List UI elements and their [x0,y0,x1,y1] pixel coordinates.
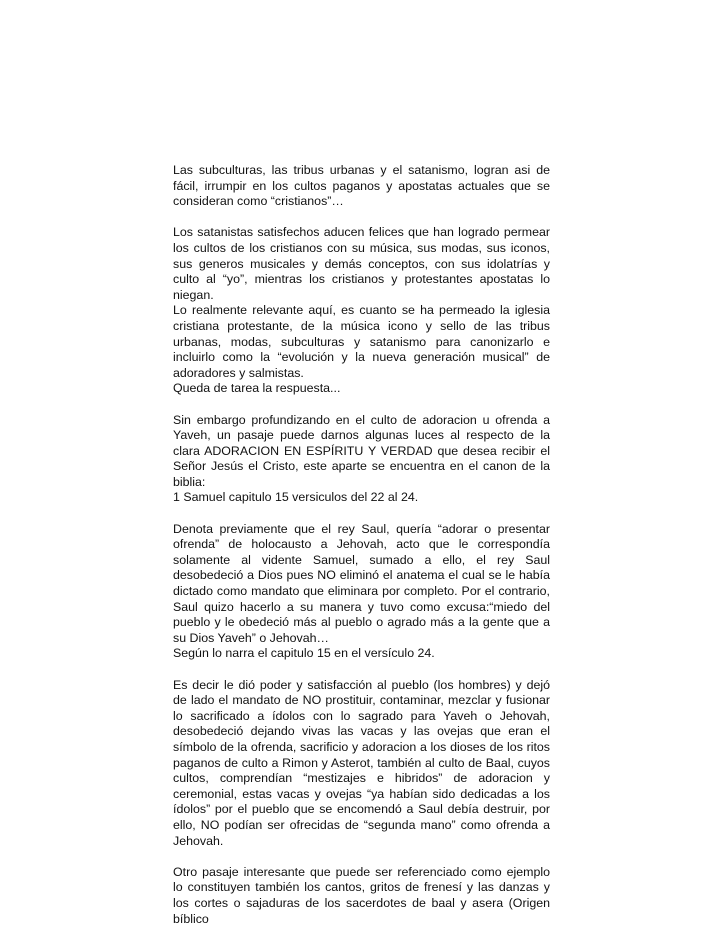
paragraph-satanists: Los satanistas satisfechos aducen felices que han logrado permear los cultos de los cristianos con su música, sus modas, sus iconos, sus generos musicales y demás conceptos, con sus idolatrías y culto al “yo”, mientras los cristianos y protestantes apostatas lo niegan. [173,225,550,302]
paragraph-bible-reference: 1 Samuel capitulo 15 versiculos del 22 al 24. [173,490,419,505]
paragraph-homework: Queda de tarea la respuesta... [173,381,341,396]
paragraph-disobedience: Es decir le dió poder y satisfacción al pueblo (los hombres) y dejó de lado el mandato de NO prostituir, contaminar, mezclar y fusionar lo sacrificado a ídolos con lo sagrado para Yaveh o Jehovah, desobedeció dejando vivas las vacas y las ovejas que eran el símbolo de la ofrenda, sacrificio y adoracion a los dioses de los ritos paganos de culto a Rimon y Asterot, también al culto de Baal, cuyos cultos, comprendían “mestizajes e hibridos” de adoracion y ceremonial, estas vacas y ovejas “ya habían sido dedicadas a los ídolos” por el pueblo que se encomendó a Saul debía destruir, por ello, NO podían ser ofrecidas de “segunda mano” como ofrenda a Jehovah. [173,677,550,848]
paragraph-worship: Sin embargo profundizando en el culto de adoracion u ofrenda a Yaveh, un pasaje puede darnos algunas luces al respecto de la clara ADORACION EN ESPÍRITU Y VERDAD que desea recibir el Señor Jesús el Cristo, este aparte se encuentra en el canon de la biblia: [173,412,550,489]
body-text [173,163,550,927]
paragraph-subcultures: Las subculturas, las tribus urbanas y el satanismo, logran asi de fácil, irrumpir en los cultos paganos y apostatas actuales que se consideran como “cristianos”… [173,163,550,209]
paragraph-relevant: Lo realmente relevante aquí, es cuanto se ha permeado la iglesia cristiana protestante, de la música icono y sello de las tribus urbanas, modas, subculturas y satanismo para canonizarlo e incluirlo como la “evolución y la nueva generación musical” de adoradores y salmistas. [173,303,550,380]
paragraph-verse-24: Según lo narra el capitulo 15 en el versículo 24. [173,646,435,661]
paragraph-other-passage: Otro pasaje interesante que puede ser referenciado como ejemplo lo constituyen también los cantos, gritos de frenesí y las danzas y los cortes o sajaduras de los sacerdotes de baal y asera (Origen bíblico [173,864,550,926]
paragraph-king-saul: Denota previamente que el rey Saul, quería “adorar o presentar ofrenda” de holocausto a Jehovah, acto que le correspondía solamente al vidente Samuel, sumado a ello, el rey Saul desobedeció a Dios pues NO eliminó el anatema el cual se le había dictado como mandato que eliminara por completo. Por el contrario, Saul quizo hacerlo a su manera y tuvo como excusa:“miedo del pueblo y le obedeció más al pueblo o agrado más a la gente que a su Dios Yaveh” o Jehovah… [173,521,550,645]
